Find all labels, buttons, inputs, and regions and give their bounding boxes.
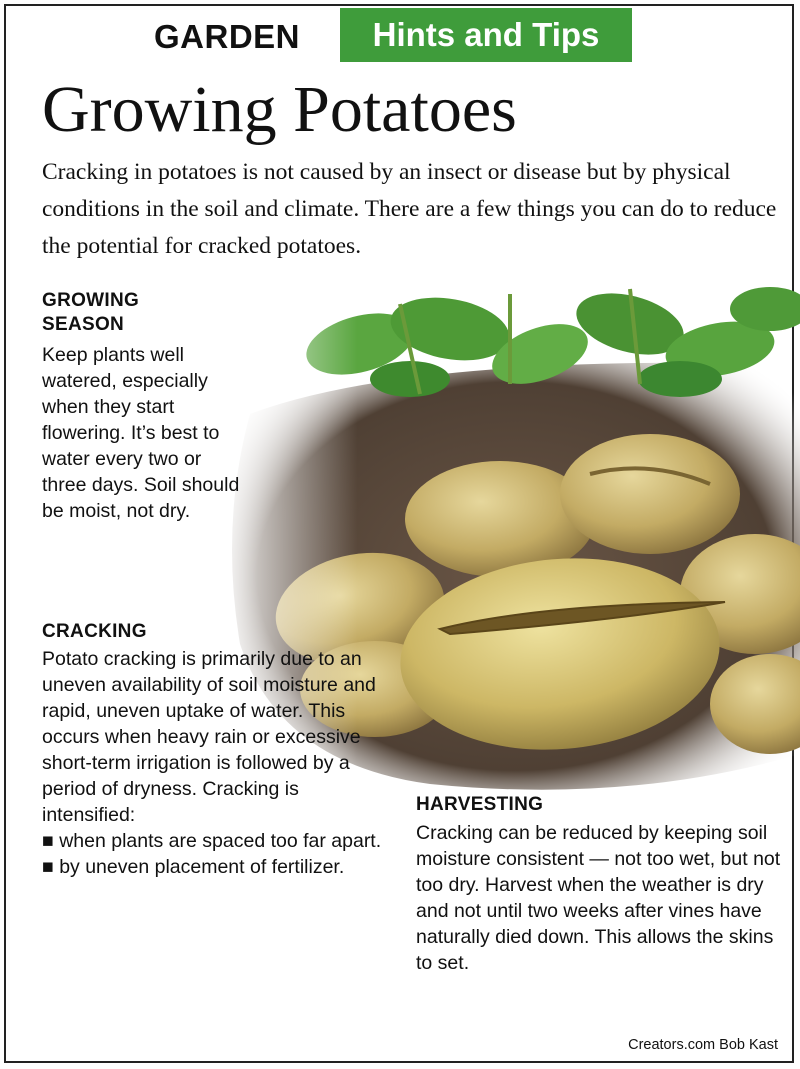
harvesting-body: Cracking can be reduced by keeping soil moisture consistent — not too wet, but not too dry. Harvest when the weather is dry and not until two weeks after vines have naturally died down. This allows the skins to set. [416, 822, 781, 974]
cracking-bullet-1: ■ when plants are spaced too far apart. [42, 830, 382, 852]
cracking-bullet-2: ■ by uneven placement of fertilizer. [42, 856, 345, 878]
header-garden: GARDEN [154, 18, 301, 55]
harvesting-heading: HARVESTING [416, 794, 544, 815]
page-title: Growing Potatoes [42, 73, 517, 146]
cracking-body [42, 646, 394, 880]
cracking-heading: CRACKING [42, 621, 147, 642]
growing-season-body: Keep plants well watered, especially when they start flowering. It’s best to water every two or three days. Soil should be moist, not dry. [42, 344, 240, 522]
growing-season-heading: GROWING SEASON [42, 290, 140, 335]
intro-paragraph: Cracking in potatoes is not caused by an insect or disease but by physical conditions in the soil and climate. There are a few things you can do to reduce the potential for cracked potatoes. [42, 159, 777, 259]
header-tag: Hints and Tips [340, 8, 632, 62]
photo-credit: Creators.com Bob Kast [628, 1037, 778, 1053]
cracking-text: Potato cracking is primarily due to an uneven availability of soil moisture and rapid, uneven uptake of water. This occurs when heavy rain or excessive short-term irrigation is followed by a period of dryness. Cracking is intensified: [42, 648, 376, 826]
